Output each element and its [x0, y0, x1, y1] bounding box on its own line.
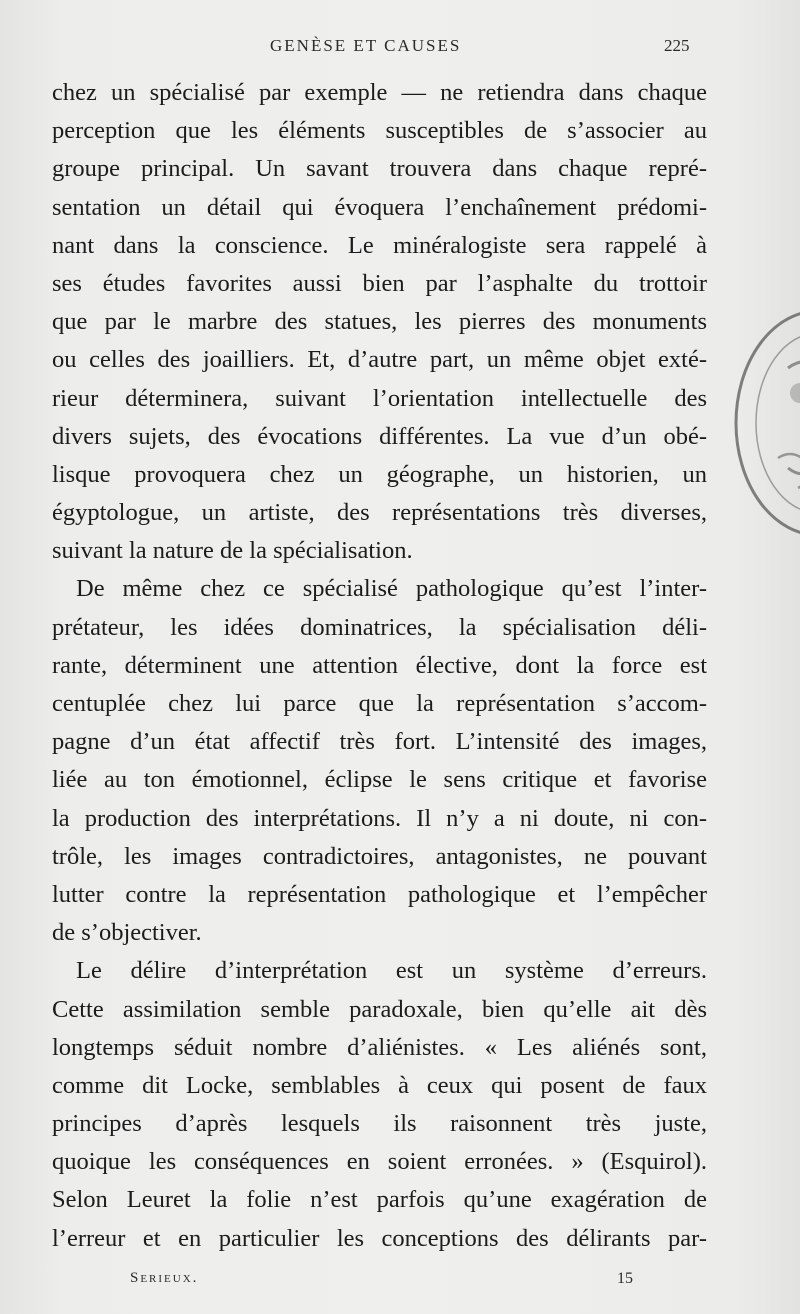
- text-line: divers sujets, des évocations différentes. La vue d’un obé-: [52, 422, 707, 450]
- text-line: rante, déterminent une attention élective, dont la force est: [52, 651, 707, 679]
- running-head-title: GENÈSE ET CAUSES: [270, 36, 462, 55]
- text-line: Cette assimilation semble paradoxale, bien qu’elle ait dès: [52, 995, 707, 1023]
- text-line: l’erreur et en particulier les conceptions des délirants par-: [52, 1224, 707, 1252]
- printer-signature: Serieux.: [130, 1270, 199, 1286]
- text-line: principes d’après lesquels ils raisonnent très juste,: [52, 1110, 707, 1138]
- text-line: ses études favorites aussi bien par l’asphalte du trottoir: [52, 269, 707, 297]
- text-line: lisque provoquera chez un géographe, un historien, un: [52, 460, 707, 488]
- text-line: trôle, les images contradictoires, antagonistes, ne pouvant: [52, 842, 707, 870]
- page-footer: [0, 1270, 800, 1294]
- text-line: que par le marbre des statues, les pierres des monuments: [52, 308, 707, 336]
- text-line: prétateur, les idées dominatrices, la spécialisation déli-: [52, 613, 707, 641]
- text-line: suivant la nature de la spécialisation.: [52, 537, 413, 565]
- text-line: égyptologue, un artiste, des représentations très diverses,: [52, 499, 707, 527]
- text-line: groupe principal. Un savant trouvera dans chaque repré-: [52, 155, 707, 183]
- text-line: centuplée chez lui parce que la représentation s’accom-: [52, 690, 707, 717]
- sheet-number: 15: [617, 1270, 633, 1287]
- library-stamp-icon: [718, 308, 800, 548]
- text-line: Le délire d’interprétation est un système d’erreurs.: [76, 957, 707, 985]
- text-line: Selon Leuret la folie n’est parfois qu’une exagération de: [52, 1186, 707, 1214]
- text-line: perception que les éléments susceptibles de s’associer au: [52, 117, 707, 145]
- text-line: pagne d’un état affectif très fort. L’intensité des images,: [52, 728, 707, 756]
- text-line: quoique les conséquences en soient erronées. » (Esquirol).: [52, 1148, 707, 1176]
- text-line: chez un spécialisé par exemple — ne retiendra dans chaque: [52, 79, 707, 106]
- text-line: lutter contre la représentation pathologique et l’empêcher: [52, 880, 707, 908]
- text-line: liée au ton émotionnel, éclipse le sens critique et favorise: [52, 766, 707, 794]
- text-line: de s’objectiver.: [52, 919, 202, 947]
- text-line: De même chez ce spécialisé pathologique qu’est l’inter-: [76, 575, 707, 603]
- text-line: sentation un détail qui évoquera l’enchaînement prédomi-: [52, 193, 707, 221]
- running-head: [0, 36, 800, 66]
- paragraph-2: [52, 570, 707, 952]
- body-text: [52, 74, 707, 1258]
- text-line: longtemps séduit nombre d’aliénistes. « Les aliénés sont,: [52, 1033, 707, 1061]
- text-line: nant dans la conscience. Le minéralogiste sera rappelé à: [52, 231, 707, 259]
- text-line: rieur déterminera, suivant l’orientation intellectuelle des: [52, 384, 707, 412]
- page-number: 225: [664, 36, 690, 55]
- paragraph-3: [52, 952, 707, 1258]
- paragraph-1: [52, 74, 707, 570]
- text-line: comme dit Locke, semblables à ceux qui posent de faux: [52, 1071, 707, 1099]
- text-line: ou celles des joailliers. Et, d’autre part, un même objet exté-: [52, 346, 707, 374]
- text-line: la production des interprétations. Il n’y a ni doute, ni con-: [52, 804, 707, 832]
